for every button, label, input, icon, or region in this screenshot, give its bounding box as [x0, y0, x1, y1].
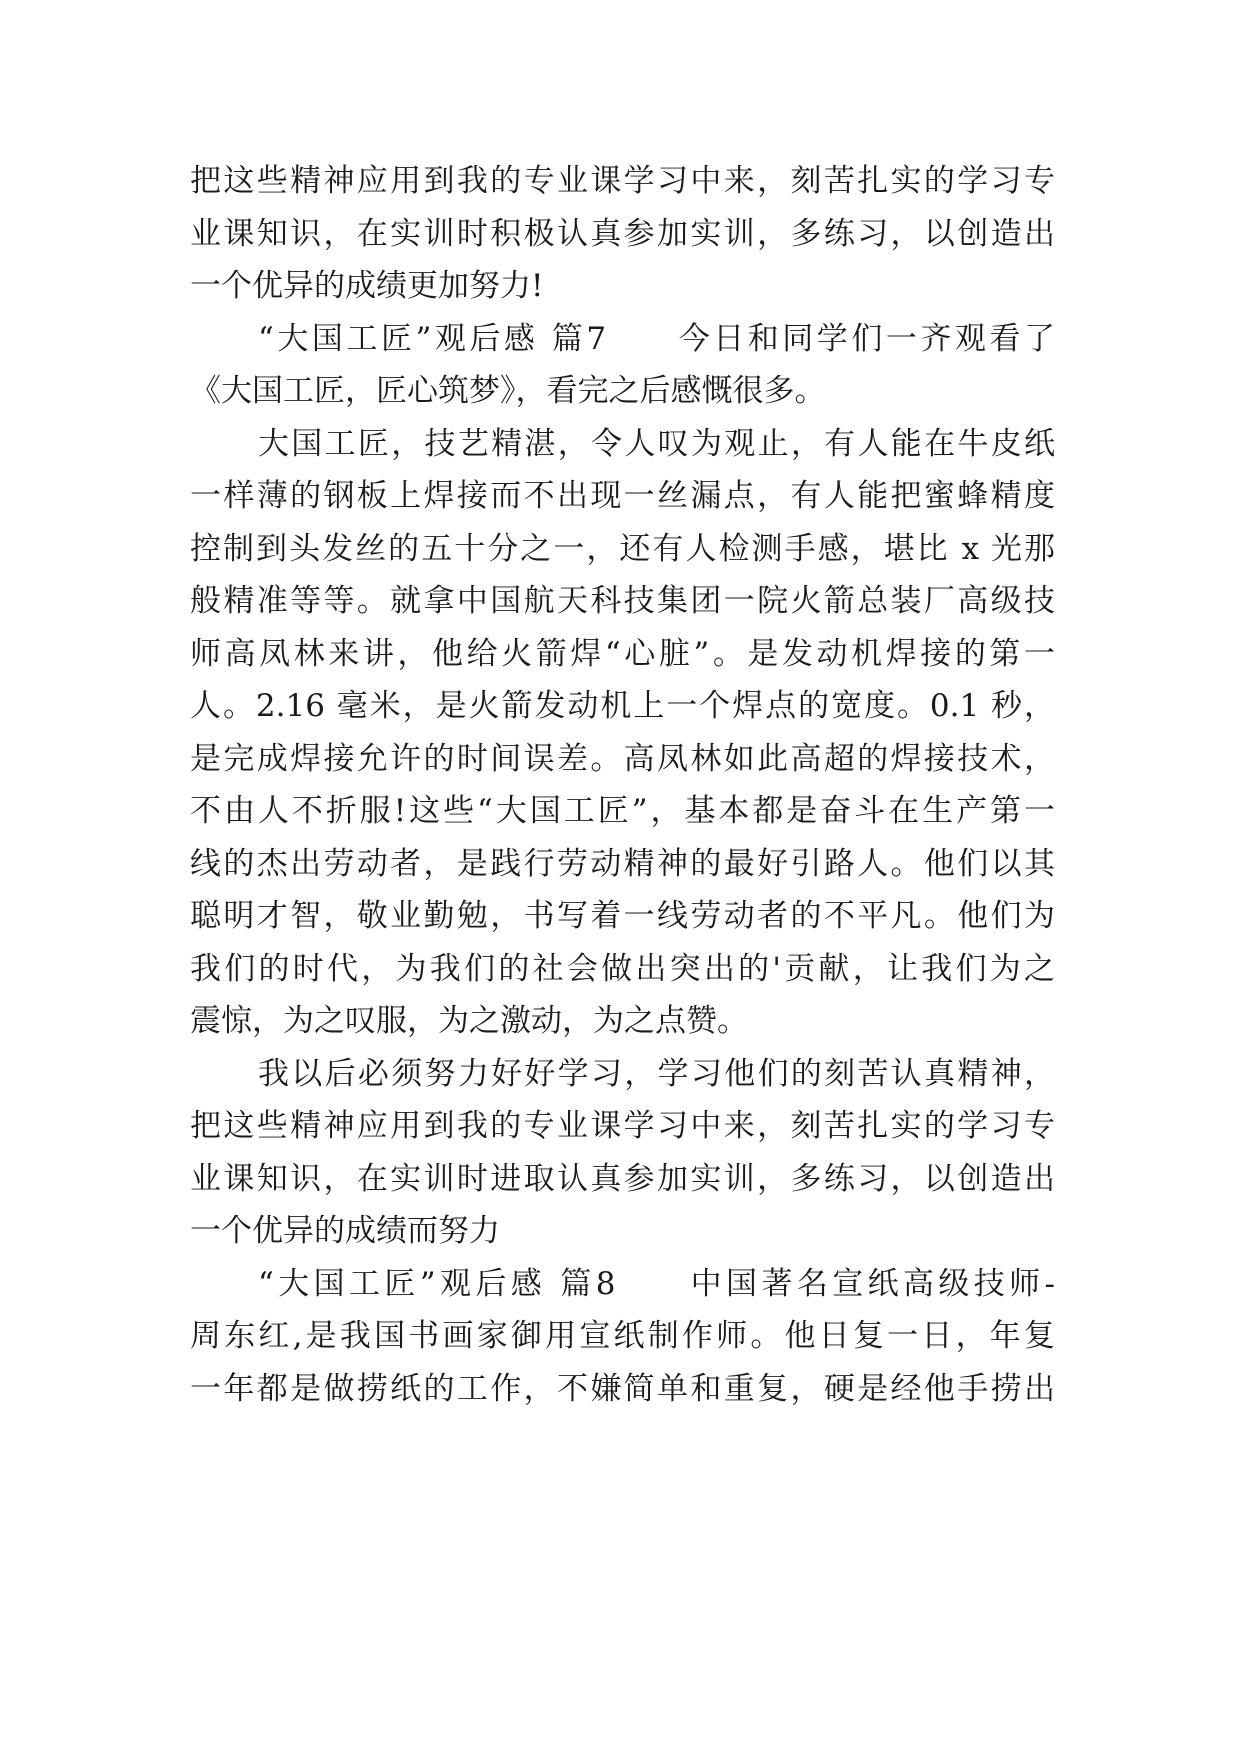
document-body: [190, 155, 1055, 1415]
text-line: 业课知识，在实训时进取认真参加实训，多练习，以创造出: [190, 1160, 1055, 1197]
text-line: 把这些精神应用到我的专业课学习中来，刻苦扎实的学习专: [190, 163, 1055, 199]
text-line: “大国工匠”观后感 篇7 今日和同学们一齐观看了: [258, 320, 1055, 357]
text-line: 我以后必须努力好好学习，学习他们的刻苦认真精神，: [258, 1055, 1055, 1092]
text-line: 业课知识，在实训时积极认真参加实训，多练习，以创造出: [190, 215, 1055, 252]
text-line: “大国工匠”观后感 篇8 中国著名宣纸高级技师-: [258, 1265, 1055, 1302]
text-line: 一年都是做捞纸的工作，不嫌简单和重复，硬是经他手捞出: [190, 1370, 1055, 1407]
text-line: 震惊，为之叹服，为之激动，为之点赞。: [190, 1003, 748, 1039]
text-line: 一个优异的成绩更加努力!: [190, 268, 544, 304]
text-line: 周东红,是我国书画家御用宣纸制作师。他日复一日，年复: [190, 1318, 1055, 1354]
text-line: 把这些精神应用到我的专业课学习中来，刻苦扎实的学习专: [190, 1108, 1055, 1144]
text-line: 我们的时代，为我们的社会做出突出的'贡献，让我们为之: [190, 950, 1055, 987]
text-line: 大国工匠，技艺精湛，令人叹为观止，有人能在牛皮纸: [258, 425, 1055, 462]
text-line: 一个优异的成绩而努力: [190, 1213, 500, 1249]
text-line: 一样薄的钢板上焊接而不出现一丝漏点，有人能把蜜蜂精度: [190, 478, 1055, 514]
text-line: 《大国工匠，匠心筑梦》，看完之后感慨很多。: [190, 373, 826, 409]
text-line: 不由人不折服!这些“大国工匠”，基本都是奋斗在生产第一: [190, 793, 1055, 829]
text-line: 控制到头发丝的五十分之一，还有人检测手感，堪比 x 光那: [190, 530, 1055, 567]
text-line: 般精准等等。就拿中国航天科技集团一院火箭总装厂高级技: [190, 583, 1055, 619]
text-line: 聪明才智，敬业勤勉，书写着一线劳动者的不平凡。他们为: [190, 898, 1055, 934]
text-line: 线的杰出劳动者，是践行劳动精神的最好引路人。他们以其: [190, 845, 1055, 882]
text-line: 师高凤林来讲，他给火箭焊“心脏”。是发动机焊接的第一: [190, 635, 1055, 672]
text-line: 是完成焊接允许的时间误差。高凤林如此高超的焊接技术，: [190, 740, 1055, 777]
text-line: 人。2.16 毫米，是火箭发动机上一个焊点的宽度。0.1 秒，: [190, 688, 1055, 724]
